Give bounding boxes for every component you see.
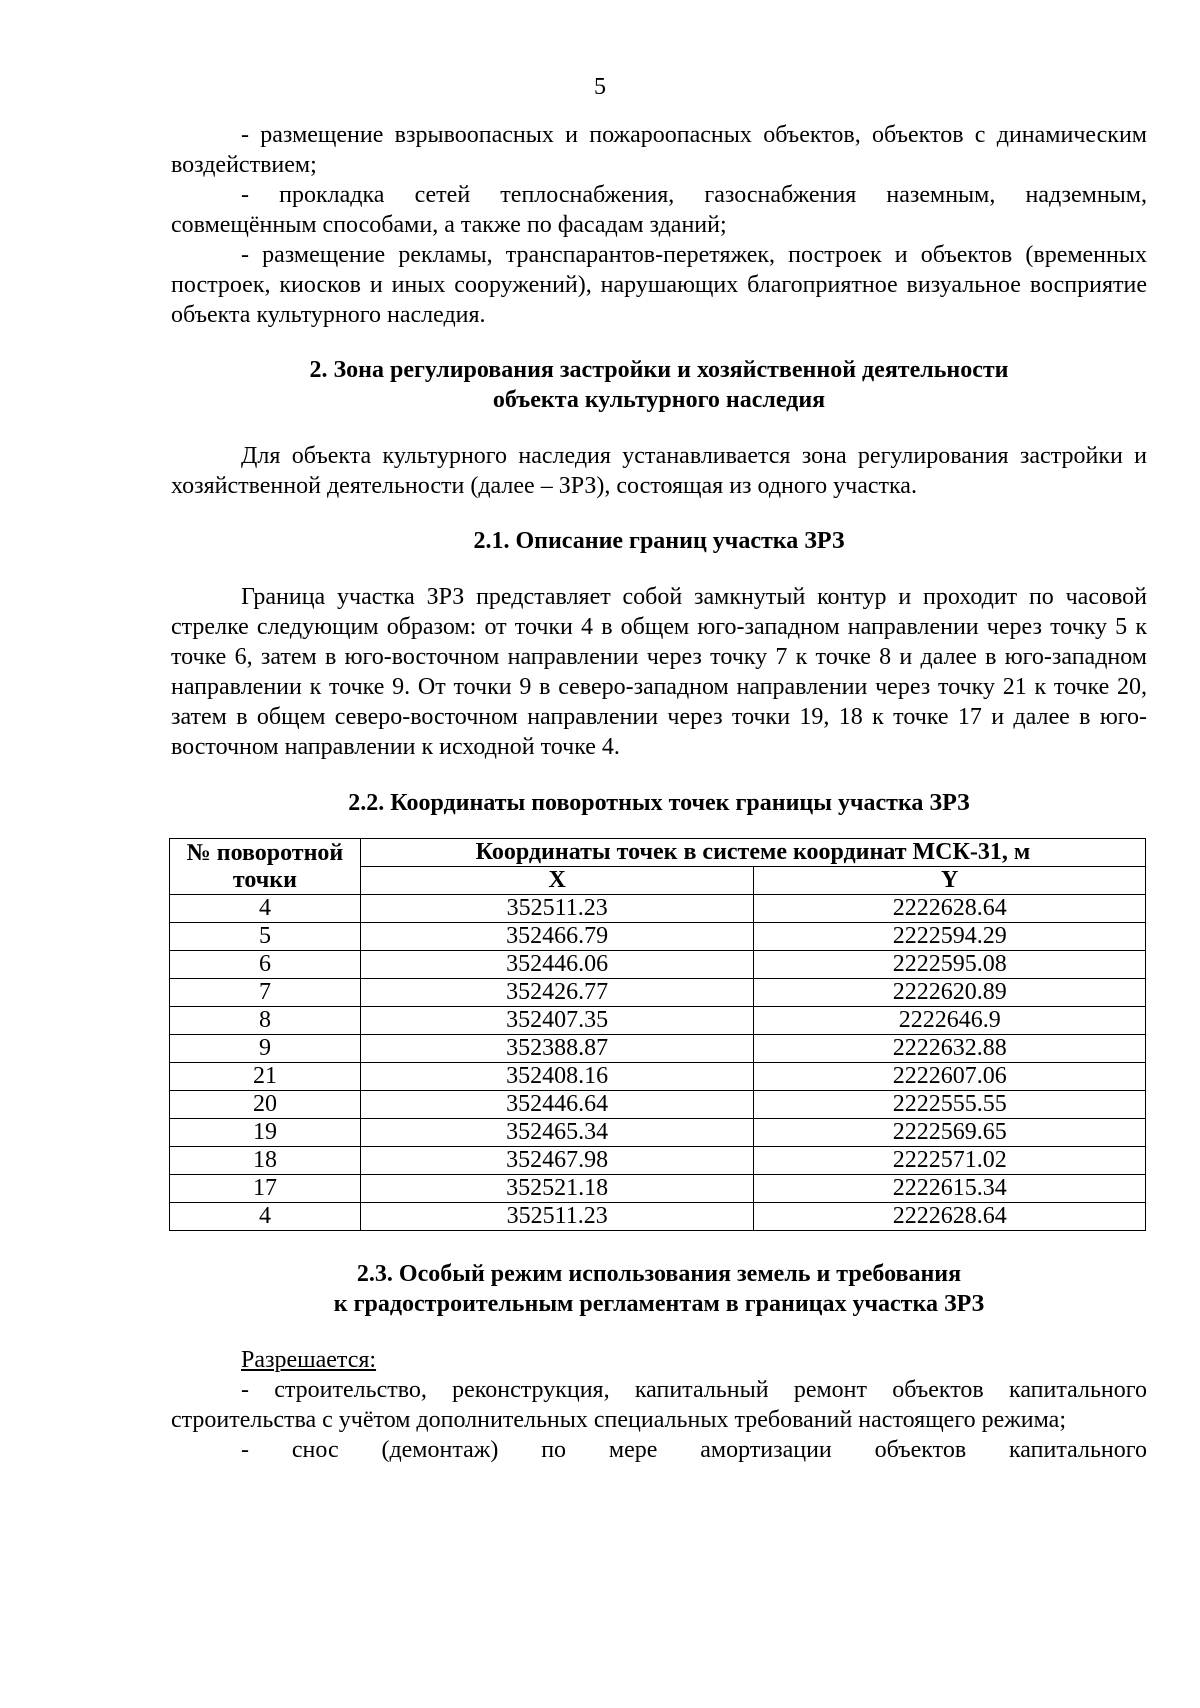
x-coordinate-cell: 352466.79 bbox=[360, 923, 754, 951]
y-coordinate-cell: 2222607.06 bbox=[754, 1063, 1146, 1091]
section-2-paragraph: Для объекта культурного наследия устанавливается зона регулирования застройки и хозяйственной деятельности (далее – ЗРЗ), состоящая из одного участка. bbox=[171, 443, 1147, 499]
point-number-cell: 8 bbox=[170, 1007, 361, 1035]
table-row bbox=[170, 1119, 1146, 1147]
point-number-header bbox=[170, 839, 361, 895]
point-number-cell: 19 bbox=[170, 1119, 361, 1147]
x-coordinate-cell: 352408.16 bbox=[360, 1063, 754, 1091]
page-number: 5 bbox=[594, 74, 606, 100]
coordinates-table-body bbox=[170, 895, 1146, 1231]
point-number-cell: 4 bbox=[170, 1203, 361, 1231]
y-coordinate-cell: 2222632.88 bbox=[754, 1035, 1146, 1063]
point-number-cell: 21 bbox=[170, 1063, 361, 1091]
section-2-3-heading-line-1: 2.3. Особый режим использования земель и требования bbox=[356, 1261, 962, 1287]
point-number-cell: 18 bbox=[170, 1147, 361, 1175]
point-number-cell: 4 bbox=[170, 895, 361, 923]
x-coordinate-cell: 352388.87 bbox=[360, 1035, 754, 1063]
y-coordinate-cell: 2222628.64 bbox=[754, 1203, 1146, 1231]
point-number-cell: 6 bbox=[170, 951, 361, 979]
intro-item-3: - размещение рекламы, транспарантов-перетяжек, построек и объектов (временных построек, киосков и иных сооружений), нарушающих благоприятное визуальное восприятие объекта культурного наследия. bbox=[171, 242, 1147, 328]
table-row bbox=[170, 1007, 1146, 1035]
table-row bbox=[170, 1091, 1146, 1119]
y-coordinate-cell: 2222595.08 bbox=[754, 951, 1146, 979]
y-coordinate-cell: 2222628.64 bbox=[754, 895, 1146, 923]
table-row bbox=[170, 1035, 1146, 1063]
x-coordinate-cell: 352426.77 bbox=[360, 979, 754, 1007]
x-coordinate-cell: 352407.35 bbox=[360, 1007, 754, 1035]
allowed-item-2: - снос (демонтаж) по мере амортизации объектов капитального bbox=[241, 1437, 1147, 1463]
y-coordinate-cell: 2222620.89 bbox=[754, 979, 1146, 1007]
section-2-2-heading: 2.2. Координаты поворотных точек границы участка ЗРЗ bbox=[348, 790, 970, 816]
point-number-header-line-1: № поворотной bbox=[186, 839, 344, 866]
x-coordinate-cell: 352467.98 bbox=[360, 1147, 754, 1175]
x-coordinate-cell: 352446.06 bbox=[360, 951, 754, 979]
x-coordinate-cell: 352446.64 bbox=[360, 1091, 754, 1119]
y-header: Y bbox=[754, 867, 1146, 895]
coordinates-header: Координаты точек в системе координат МСК-31, м bbox=[360, 839, 1145, 867]
section-2-heading-line-1: 2. Зона регулирования застройки и хозяйственной деятельности bbox=[309, 357, 1009, 383]
x-coordinate-cell: 352521.18 bbox=[360, 1175, 754, 1203]
intro-item-1: - размещение взрывоопасных и пожароопасных объектов, объектов с динамическим воздействием; bbox=[171, 122, 1147, 178]
allowed-label: Разрешается: bbox=[241, 1347, 377, 1373]
section-2-1-paragraph: Граница участка ЗРЗ представляет собой замкнутый контур и проходит по часовой стрелке следующим образом: от точки 4 в общем юго-западном направлении через точку 5 к точке 6, затем в юго-восточном направлении через точку 7 к точке 8 и далее в юго-западном направлении к точке 9. От точки 9 в северо-западном направлении через точку 21 к точке 20, затем в общем северо-восточном направлении через точки 19, 18 к точке 17 и далее в юго-восточном направлении к исходной точке 4. bbox=[171, 584, 1147, 760]
section-2-1-heading: 2.1. Описание границ участка ЗРЗ bbox=[473, 528, 845, 554]
coordinates-table bbox=[169, 838, 1146, 1231]
y-coordinate-cell: 2222571.02 bbox=[754, 1147, 1146, 1175]
table-row bbox=[170, 1203, 1146, 1231]
table-row bbox=[170, 1147, 1146, 1175]
table-row bbox=[170, 1175, 1146, 1203]
point-number-cell: 17 bbox=[170, 1175, 361, 1203]
x-coordinate-cell: 352465.34 bbox=[360, 1119, 754, 1147]
y-coordinate-cell: 2222594.29 bbox=[754, 923, 1146, 951]
x-coordinate-cell: 352511.23 bbox=[360, 1203, 754, 1231]
point-number-cell: 20 bbox=[170, 1091, 361, 1119]
table-header-row bbox=[170, 839, 1146, 867]
allowed-label-paragraph bbox=[171, 1345, 1147, 1375]
section-2-3-heading-line-2: к градостроительным регламентам в границах участка ЗРЗ bbox=[333, 1291, 985, 1317]
x-coordinate-cell: 352511.23 bbox=[360, 895, 754, 923]
point-number-header-line-2: точки bbox=[232, 866, 297, 893]
point-number-cell: 7 bbox=[170, 979, 361, 1007]
x-header: X bbox=[360, 867, 754, 895]
intro-item-2: - прокладка сетей теплоснабжения, газоснабжения наземным, надземным, совмещённым способами, а также по фасадам зданий; bbox=[171, 182, 1147, 238]
document-body bbox=[171, 120, 1147, 1465]
table-row bbox=[170, 951, 1146, 979]
allowed-item-1: - строительство, реконструкция, капитальный ремонт объектов капитального строительства с учётом дополнительных специальных требований настоящего режима; bbox=[171, 1377, 1147, 1433]
table-row bbox=[170, 923, 1146, 951]
y-coordinate-cell: 2222646.9 bbox=[754, 1007, 1146, 1035]
point-number-cell: 9 bbox=[170, 1035, 361, 1063]
table-row bbox=[170, 1063, 1146, 1091]
y-coordinate-cell: 2222569.65 bbox=[754, 1119, 1146, 1147]
table-row bbox=[170, 895, 1146, 923]
point-number-cell: 5 bbox=[170, 923, 361, 951]
section-2-heading-line-2: объекта культурного наследия bbox=[492, 387, 826, 413]
y-coordinate-cell: 2222555.55 bbox=[754, 1091, 1146, 1119]
table-row bbox=[170, 979, 1146, 1007]
y-coordinate-cell: 2222615.34 bbox=[754, 1175, 1146, 1203]
